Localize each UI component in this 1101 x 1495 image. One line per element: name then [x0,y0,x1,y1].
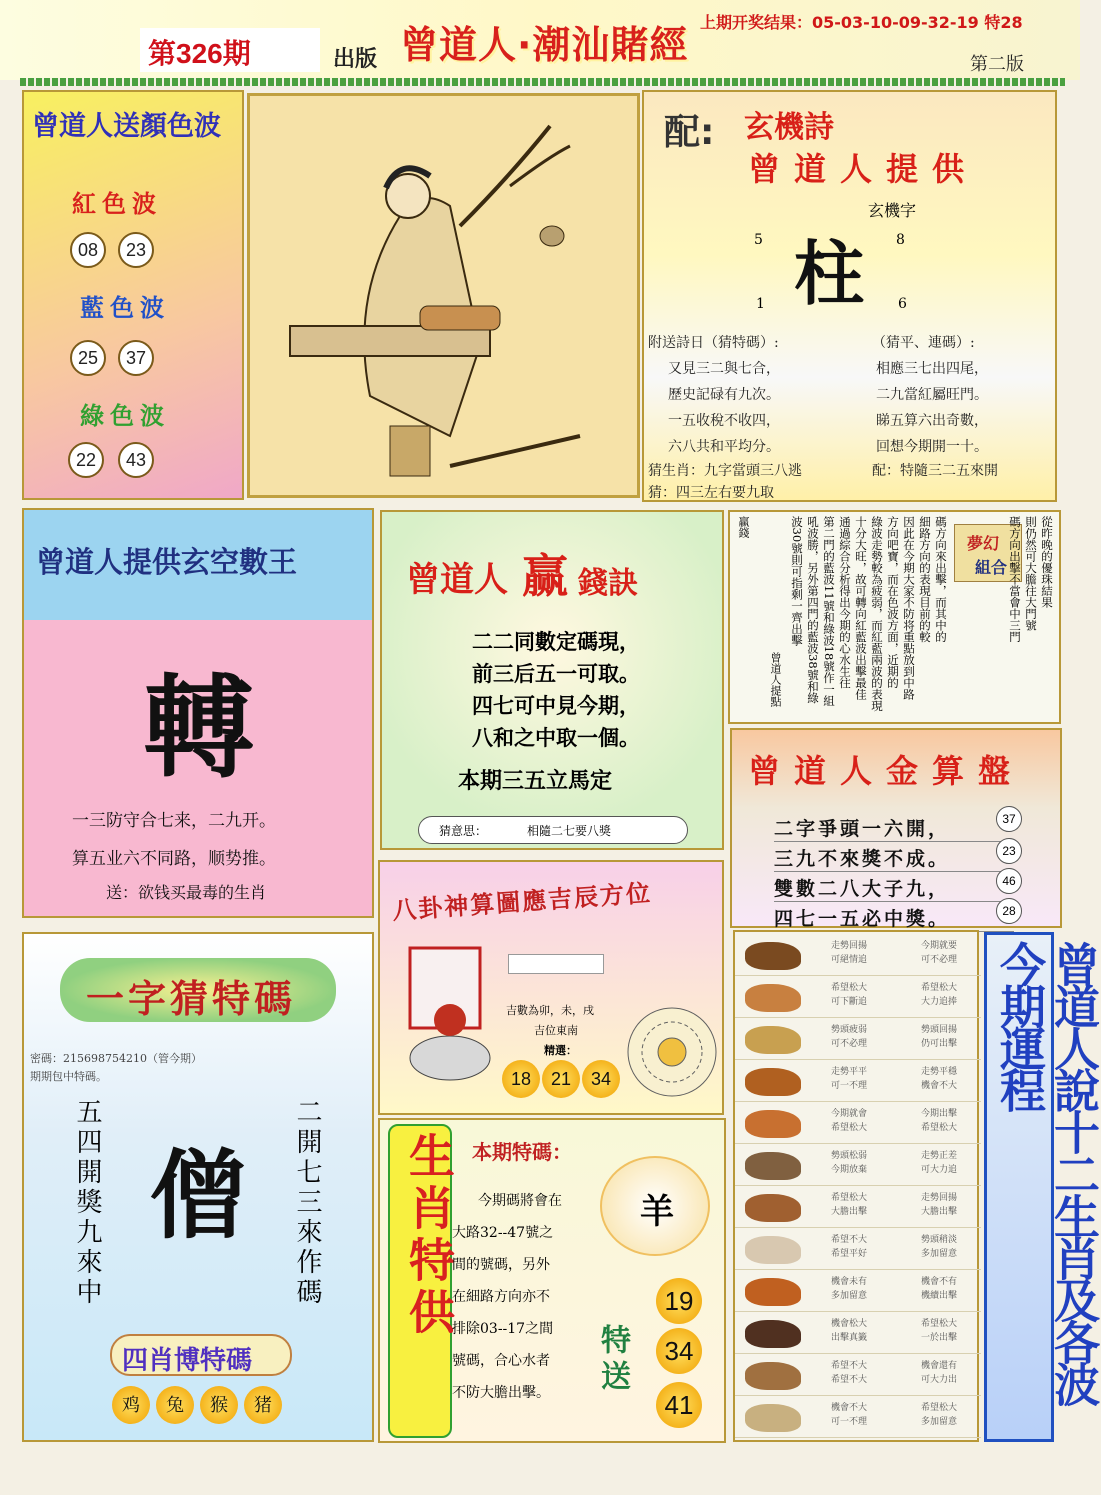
zodiac-forecast-title-box [984,932,1101,1442]
bagua-compass [626,1006,718,1098]
zodiac-text: 希望不大 [831,1361,868,1371]
color-waves-panel [22,90,244,500]
zodiac-text: 機會松大 [831,1319,868,1329]
special-body-line: 不防大膽出擊。 [452,1385,550,1401]
article-side: 贏錢 [737,516,750,538]
abacus-line: 三九不來獎不成。 [774,844,1014,872]
zodiac-text: 機會未有 [831,1277,868,1287]
poem-left-head: 附送詩日（猜特碼）: [648,335,779,351]
zodiac-text: 一於出擊 [921,1333,958,1343]
zodiac-text: 可不必理 [921,955,958,965]
special-body-line: 大路32--47號之 [452,1225,554,1241]
king-glyph: 𨍭 [144,663,254,792]
zodiac-text: 希望松大 [921,983,958,993]
four-zodiac-item: 猪 [244,1386,282,1424]
abacus-number: 28 [996,898,1022,924]
article-col: 波30號則可指剩一齊出擊 [790,516,804,646]
lucky-numbers: 吉數為卯，未，戌 [506,1004,594,1017]
zodiac-animal-icon [745,1404,801,1432]
zodiac-text: 今期出擊 [921,1109,958,1119]
edition-label: 第二版 [970,54,1024,75]
four-zodiac-item: 兔 [156,1386,194,1424]
poem-left-line: 一五收稅不收四， [668,413,780,429]
article-col: 綠波走勢較為疲弱，而紅藍兩波的表現 [870,516,884,712]
poem-left-line: 六八共和平均分。 [668,439,780,455]
zodiac-text: 走勢平平 [831,1067,868,1077]
special-body-line: 排除03--17之間 [452,1321,554,1337]
guess-title: 一字猜特碼 [86,977,297,1021]
special-number: 34 [656,1328,702,1374]
hint-text: 相隨二七要八獎 [527,824,612,838]
secret-code: 密碼：215698754210（管今期） [30,1052,202,1065]
lucky-direction: 吉位東南 [534,1024,578,1037]
zodiac-text: 可大力追 [921,1165,958,1175]
zodiac-text: 可大力出 [921,1375,958,1385]
zodiac-text: 希望松大 [831,1193,868,1203]
zodiac-text: 可一不理 [831,1417,868,1427]
abacus-number: 23 [996,838,1022,864]
red-wave-label: 紅色波 [72,190,162,218]
special-body-line: 號碼，合心水者 [452,1353,550,1369]
vertical-title: 生肖特供 [402,1132,456,1340]
gold-abacus-panel [730,728,1062,928]
king-line-2: 算五业六不同路，顺势推。 [72,849,276,869]
zodiac-row [735,1356,981,1396]
poem-right-line: 回想今期開一十。 [876,439,988,455]
poem-left-line: 歷史記碌有九次。 [668,387,780,403]
special-code-panel [378,1118,726,1443]
lady-illustration [250,96,637,495]
zodiac-row [735,1230,981,1270]
pick-number: 34 [582,1060,620,1098]
zodiac-animal-icon [745,1320,801,1348]
issue-number: 第326期 [148,38,251,69]
num-bottom-right: 6 [898,296,907,312]
abacus-number: 37 [996,806,1022,832]
special-title: 本期特碼： [472,1140,572,1164]
blue-number-2: 37 [118,340,154,376]
zodiac-flower [600,1156,710,1256]
win-fixed: 本期三五立馬定 [458,768,613,794]
special-send: 特送 [595,1324,630,1396]
zodiac-text: 大力追捧 [921,997,958,1007]
badge-text-2: 組合 [975,558,1008,577]
zodiac-animal-icon [745,1068,801,1096]
poem-right-line: 相應三七出四尾， [876,361,988,377]
bagua-panel [378,860,724,1115]
article-col: 第二門的藍波11號和綠波18號作一組 [822,516,836,707]
secret-code-2: 期期包中特碼。 [30,1070,107,1083]
pick-number: 21 [542,1060,580,1098]
green-wave-label: 綠色波 [80,402,170,430]
zodiac-text: 可絕情追 [831,955,868,965]
abacus-line: 四七一五必中獎。 [774,904,1014,932]
zodiac-row [735,1398,981,1438]
special-number: 41 [656,1382,702,1428]
zodiac-row [735,1062,981,1102]
zodiac-animal-icon [745,1194,801,1222]
zodiac-text: 希望松大 [921,1403,958,1413]
xuanji-char: 柱 [794,232,864,315]
article-col: 方向吧寶，而在色波方面，近期的 [886,516,900,689]
win-line: 八和之中取一個。 [472,725,640,750]
zodiac-text: 希望松大 [921,1123,958,1133]
num-bottom-left: 1 [756,296,765,312]
zodiac-text: 走勢回揚 [831,941,868,951]
one-char-guess-panel [22,932,374,1442]
red-number-1: 08 [70,232,106,268]
zodiac-animal-icon [745,1278,801,1306]
xuankong-title: 曾道人提供玄空數王 [36,545,298,579]
four-zodiac-title-box [110,1334,292,1376]
win-money-panel [380,510,724,850]
abacus-line: 雙數二八大子九， [774,874,1014,902]
publish-label: 出版 [333,47,378,72]
hint-label: 猜意思： [439,824,488,838]
article-col: 碼方向出擊不當會中三門 [1008,516,1022,643]
zodiac-text: 大膽出擊 [831,1207,868,1217]
article-col: 細路方向的表現目前的較 [918,516,932,643]
article-col: 碼方向來出擊，而其中的 [934,516,948,643]
special-number: 19 [656,1278,702,1324]
zodiac-text: 機會還有 [921,1361,958,1371]
zodiac-text: 今期就要 [921,941,958,951]
zodiac-text: 可一不理 [831,1081,868,1091]
zodiac-text: 希望平好 [831,1249,868,1259]
zodiac-text: 機會不大 [921,1081,958,1091]
abacus-title: 曾道人金算盤 [748,752,1025,790]
zodiac-text: 走勢回揚 [921,1193,958,1203]
win-title-3: 錢訣 [578,566,638,601]
zodiac-text: 希望松大 [921,1319,958,1329]
guess-zodiac-line: 猜生肖：九字當頭三八逃 [648,463,802,479]
zodiac-text: 走勢平穩 [921,1067,958,1077]
zodiac-text: 今期就會 [831,1109,868,1119]
zodiac-animal-icon [745,1362,801,1390]
article-col: 吼波勝，另外第四門的藍波38號和綠 [806,516,820,704]
xuankong-king-panel [22,508,374,918]
guess-left-column: 五四開獎九來中 [72,1098,102,1308]
poem-right-line: 二九當紅屬旺門。 [876,387,988,403]
guess-right-column: 二開七三來作碼 [292,1098,322,1308]
four-zodiac-item: 鸡 [112,1386,150,1424]
zodiac-text: 仍可出擊 [921,1039,958,1049]
badge-text-1: 夢幻 [967,534,1000,553]
zodiac-forecast-panel [733,930,979,1442]
poem-right-line: 睇五算六出奇數， [876,413,988,429]
zodiac-text: 勢頭回揚 [921,1025,958,1035]
dream-combo-article [728,510,1061,724]
num-top-right: 8 [896,232,905,248]
zodiac-row [735,1272,981,1312]
zodiac-text: 機會不大 [831,1403,868,1413]
zodiac-text: 希望不大 [831,1235,868,1245]
pei-label: 配: [664,112,715,153]
zodiac-animal-icon [745,984,801,1012]
zodiac-row [735,1314,981,1354]
provider-title: 曾道人提供 [748,150,979,188]
win-line: 前三后五一可取。 [472,661,640,686]
blue-number-1: 25 [70,340,106,376]
bagua-title: 八卦神算圖應吉辰方位 [391,877,653,926]
zodiac-row [735,1020,981,1060]
zodiac-animal-icon [745,942,801,970]
zodiac-text: 勢頭松弱 [831,1151,868,1161]
num-top-left: 5 [754,232,763,248]
color-waves-title: 曾道人送顏色波 [32,111,221,142]
zodiac-row [735,1104,981,1144]
decor-box [508,954,604,974]
zodiac-row [735,936,981,976]
green-number-1: 22 [68,442,104,478]
special-body-line: 間的號碼，另外 [452,1257,550,1273]
masthead-title: 曾道人·潮汕賭經 [400,23,689,67]
zodiac-text: 勢頭稍淡 [921,1235,958,1245]
zodiac-text: 今期放棄 [831,1165,868,1175]
red-number-2: 23 [118,232,154,268]
divider [20,78,1065,86]
poem-panel [642,90,1057,502]
xuanji-char-label: 玄機字 [868,201,917,220]
win-line: 二二同數定碼現， [472,629,640,654]
zodiac-text: 可不必理 [831,1039,868,1049]
king-line-3: 送：欲钱买最毒的生肖 [106,883,267,902]
green-number-2: 43 [118,442,154,478]
article-col: 因此在今期大家不防将重點放到中路 [902,516,916,700]
blue-wave-label: 藍色波 [80,294,170,322]
four-zodiac-title: 四肖博特碼 [122,1346,253,1376]
pick-label: 精選： [544,1044,577,1057]
article-col: 通過綜合分析得出今期的心水生往 [838,516,852,689]
special-body-line: 今期碼將會在 [478,1193,562,1209]
king-line-1: 一三防守合七来，二九开。 [72,811,276,831]
vertical-title-box [388,1124,456,1438]
last-result: 上期开奖结果：05-03-10-09-32-19 特28 [700,13,1023,32]
zodiac-animal-icon [745,1236,801,1264]
zodiac-text: 勢頭疲弱 [831,1025,868,1035]
article-col: 則仍然可大膽往大門號 [1024,516,1038,631]
zodiac-animal-icon [745,1152,801,1180]
zodiac-text: 機會不有 [921,1277,958,1287]
zodiac-row [735,1146,981,1186]
warrior-illustration [404,938,496,1098]
zodiac-row [735,1188,981,1228]
zodiac-text: 希望不大 [831,1375,868,1385]
pick-number: 18 [502,1060,540,1098]
abacus-number: 46 [996,868,1022,894]
zodiac-text: 出擊真籤 [831,1333,868,1343]
article-col: 從昨晚的優珠結果 [1040,516,1054,608]
guess-line: 猜：四三左右要九取 [648,485,774,501]
zodiac-text: 多加留意 [921,1417,958,1427]
zodiac-row [735,978,981,1018]
special-body-line: 在細路方向亦不 [452,1289,550,1305]
zodiac-text: 機續出擊 [921,1291,958,1301]
abacus-line: 二字爭頭一六開， [774,814,1014,842]
illustration-panel [247,93,640,498]
zodiac-text: 希望松大 [831,983,868,993]
zodiac-text: 走勢正差 [921,1151,958,1161]
zodiac-animal-icon [745,1026,801,1054]
win-title-1: 曾道人 [406,560,508,600]
four-zodiac-item: 猴 [200,1386,238,1424]
hint-box [418,816,688,844]
zodiac-animal-icon [745,1110,801,1138]
guess-big-char: 僧 [150,1139,246,1252]
zodiac-text: 可下斷追 [831,997,868,1007]
article-signature: 曾道人提點 [769,652,782,707]
poem-right-head: （猜平、連碼）: [872,335,975,351]
article-col: 十分大旺，故可轉向紅藍波出擊最佳 [854,516,868,700]
special-zodiac: 羊 [640,1192,674,1232]
poem-left-line: 又見三二與七合， [668,361,780,377]
win-line: 四七可中見今期， [472,693,640,718]
zodiac-text: 希望松大 [831,1123,868,1133]
zodiac-text: 大膽出擊 [921,1207,958,1217]
zodiac-forecast-title: 曾道人說十二生肖及各波今期運程 [993,941,1101,1403]
zodiac-text: 多加留意 [921,1249,958,1259]
zodiac-text: 多加留意 [831,1291,868,1301]
win-title-2: 赢 [522,549,568,603]
xuanji-title: 玄機詩 [744,110,834,145]
pei-line: 配：特隨三二五來開 [872,463,998,479]
